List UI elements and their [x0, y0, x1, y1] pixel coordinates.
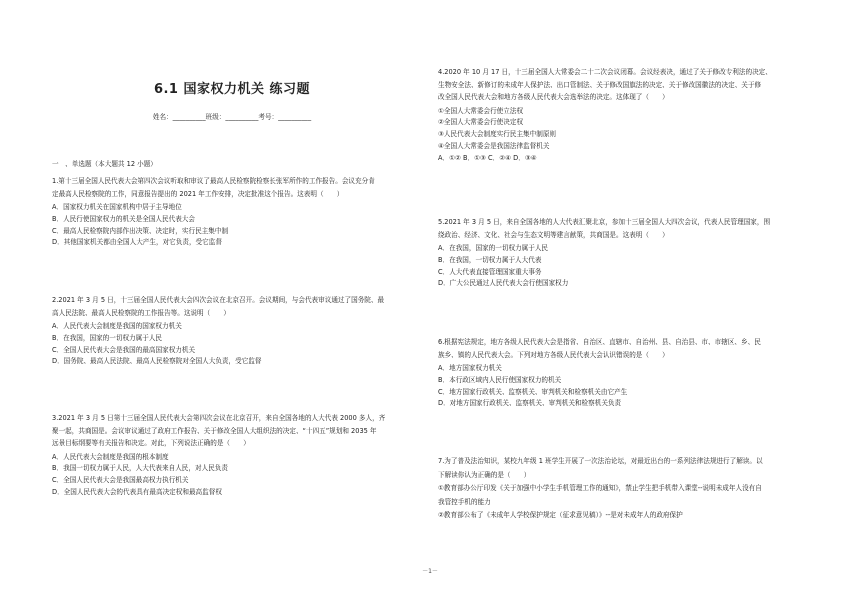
question-1-stem-line: 1.第十三届全国人民代表大会第四次会议听取和审议了最高人民检察院检察长张军所作的工作报告。会议充分肯	[52, 177, 375, 185]
page-number: －1－	[422, 568, 438, 575]
question-5-option: A．在我国，国家的一切权力属于人民	[438, 244, 549, 252]
question-1-option: B．人民行使国家权力的机关是全国人民代表大会	[52, 214, 195, 223]
question-1-option: C．最高人民检察院内部作出决策、决定时，实行民主集中制	[52, 226, 229, 235]
question-1-option: D．其他国家机关都由全国人大产生，对它负责，受它监督	[52, 238, 222, 247]
question-6-option: C．地方国家行政机关、监察机关、审判机关和检察机关由它产生	[438, 387, 628, 396]
question-7-stem-line: 我管控手机的能力	[438, 497, 491, 506]
question-7-stem-line: 7.为了普及法治知识，某校九年级 1 班学生开展了一次法治论坛，对最近出台的一系列法律法规进行了解读。以	[438, 457, 763, 465]
question-5-stem-line: 绕政治、经济、文化、社会与生态文明等建言献策，共商国是。这表明（ ）	[438, 230, 669, 239]
question-4-option: A．①② B．①③ C．②④ D．③④	[438, 153, 537, 162]
question-5-option: B．在我国，一切权力属于人大代表	[438, 255, 542, 264]
question-6-option: B．本行政区域内人民行使国家权力的机关	[438, 375, 562, 384]
question-6-option: D．对地方国家行政机关、监察机关、审判机关和检察机关负责	[438, 399, 622, 408]
page-title: 6.1 国家权力机关 练习题	[153, 82, 311, 97]
question-5-option: D．广大公民通过人民代表大会行使国家权力	[438, 279, 569, 288]
question-2-option: D．国务院、最高人民法院、最高人民检察院对全国人大负责，受它监督	[52, 357, 262, 366]
question-2-option: C．全国人民代表大会是我国的最高国家权力机关	[52, 345, 196, 354]
question-3-stem-line: 聚一起，共商国是。会议审议通过了政府工作报告、关于修改全国人大组织法的决定、“十四五”规划和 2035 年	[52, 426, 377, 435]
question-1-option: A．国家权力机关在国家机构中居于主导地位	[52, 203, 182, 211]
question-3-option: C．全国人民代表大会是我国最高权力执行机关	[52, 476, 189, 485]
question-4-option: ③人民代表大会制度实行民主集中制原则	[438, 130, 557, 139]
question-3-option: B．我国一切权力属于人民，人大代表来自人民，对人民负责	[52, 464, 228, 473]
question-6-stem-line: 族乡、镇的人民代表大会。下列对地方各级人民代表大会认识错误的是（ ）	[438, 350, 669, 359]
question-3-option: D．全国人民代表大会的代表具有最高决定权和最高监督权	[52, 487, 222, 496]
question-4-option: ②全国人大常委会行使决定权	[438, 118, 524, 127]
question-2-option: A．人民代表大会制度是我国的国家权力机关	[52, 322, 182, 330]
question-4-stem-line: 改全国人民代表大会和地方各级人民代表大会选举法的决定。这体现了（ ）	[438, 93, 669, 101]
question-7-stem-line: ②教育部公布了《未成年人学校保护规定（征求意见稿）》--是对未成年人的政府保护	[438, 511, 683, 519]
question-3-stem-line: 3.2021 年 3 月 5 日第十三届全国人民代表大会第四次会议在北京召开，来自全国各地的人大代表 2000 多人，齐	[52, 414, 386, 422]
question-7-stem-line: 下解读你认为正确的是（ ）	[438, 470, 531, 479]
question-4-stem-line: 生物安全法、新修订的未成年人保护法、出口管制法、关于修改国旗法的决定、关于修改国徽法的决定、关于修	[438, 80, 762, 89]
question-6-stem-line: 6.根据宪法规定，地方各级人民代表大会是指省、自治区、直辖市、自治州、县、自治县、市、市辖区、乡、民	[438, 338, 761, 346]
question-2-stem-line: 高人民法院、最高人民检察院的工作报告等。这说明（ ）	[52, 308, 231, 317]
question-6-option: A．地方国家权力机关	[438, 364, 502, 372]
section-heading: 一 、单选题（本大题共 12 小题）	[52, 160, 157, 168]
question-4-option: ①全国人大常委会行使立法权	[438, 106, 524, 115]
student-info: 姓名：__________班级：__________考号：__________	[152, 113, 312, 121]
question-2-stem-line: 2.2021 年 3 月 5 日，十三届全国人民代表大会四次会议在北京召开。会议期间，与会代表审议通过了国务院、最	[52, 296, 385, 304]
question-5-stem-line: 5.2021 年 3 月 5 日，来自全国各地的人大代表汇聚北京，参加十三届全国人大四次会议，代表人民管理国家，围	[438, 218, 771, 226]
question-4-stem-line: 4.2020 年 10 月 17 日，十三届全国人大常委会二十二次会议闭幕。会议经表决，通过了关于修改专利法的决定、	[438, 68, 772, 76]
question-3-stem-line: 远景目标纲要等有关报告和决定。对此，下列说法正确的是（ ）	[52, 439, 250, 447]
question-2-option: B．在我国，国家的一切权力属于人民	[52, 333, 163, 342]
question-1-stem-line: 定最高人民检察院的工作，同意报告提出的 2021 年工作安排，决定批准这个报告。这表明（ ）	[52, 189, 344, 198]
question-4-option: ④全国人大常委会是我国法律监督机关	[438, 141, 550, 150]
question-3-option: A．人民代表大会制度是我国的根本制度	[52, 452, 169, 461]
question-5-option: C．人大代表直接管理国家重大事务	[438, 267, 542, 276]
question-7-stem-line: ①教育部办公厅印发《关于加强中小学生手机管理工作的通知》，禁止学生把手机带入课堂--说明未成年人没有自	[438, 484, 762, 492]
